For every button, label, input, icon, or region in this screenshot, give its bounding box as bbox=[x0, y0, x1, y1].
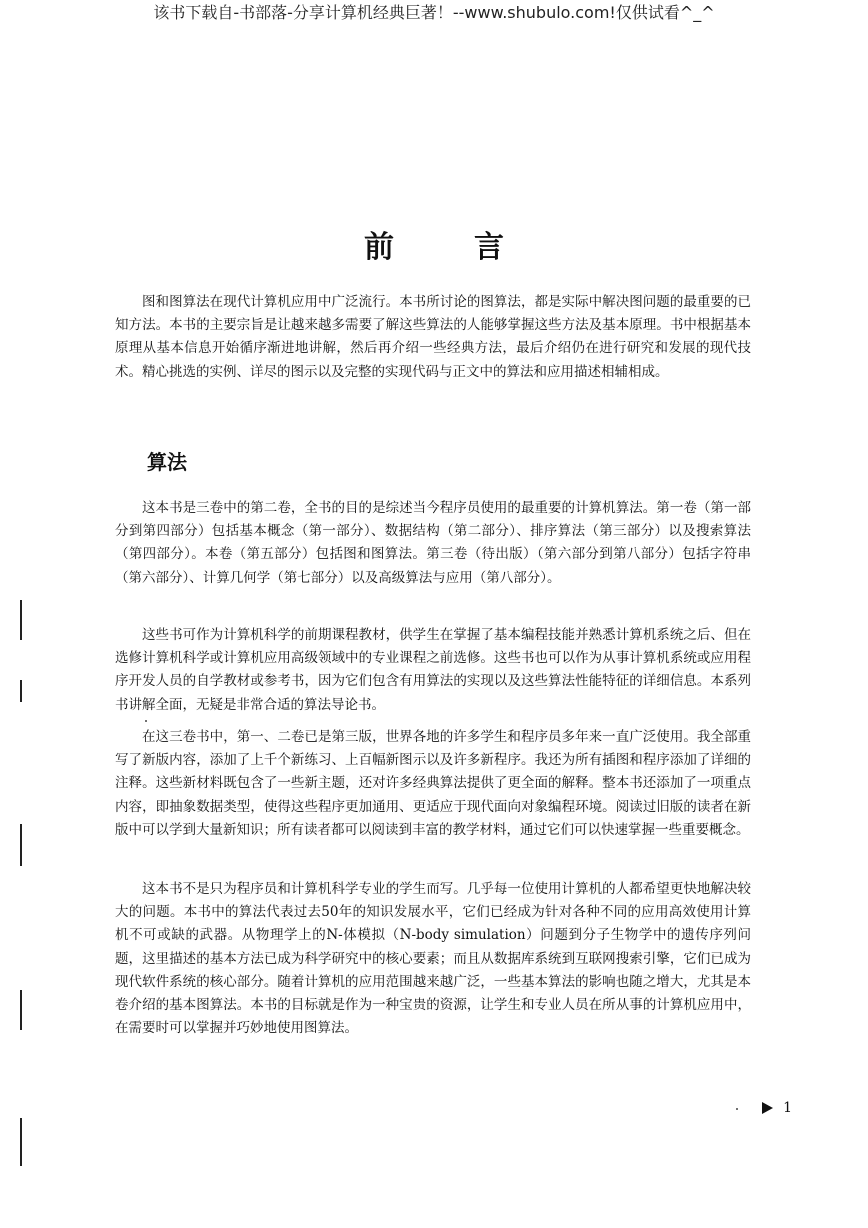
scan-margin-bar bbox=[20, 680, 22, 702]
scan-margin-bar bbox=[20, 990, 22, 1030]
body-paragraph-3: 在这三卷书中，第一、二卷已是第三版，世界各地的许多学生和程序员多年来一直广泛使用。我全部重写了新版内容，添加了上千个新练习、上百幅新图示以及许多新程序。我还为所有插图和程序添加了详细的注释。这些新材料既包含了一些新主题，还对许多经典算法提供了更全面的解释。整本书还添加了一项重点内容，即抽象数据类型，使得这些程序更加通用、更适应于现代面向对象编程环境。阅读过旧版的读者在新版中可以学到大量新知识；所有读者都可以阅读到丰富的教学材料，通过它们可以快速掌握一些重要概念。 bbox=[115, 729, 751, 838]
scan-margin-bar bbox=[20, 600, 22, 640]
section-heading: 算法 bbox=[147, 450, 187, 474]
page-title: 前言 bbox=[364, 230, 584, 265]
body-paragraph-1: 这本书是三卷中的第二卷，全书的目的是综述当今程序员使用的最重要的计算机算法。第一卷（第一部分到第四部分）包括基本概念（第一部分）、数据结构（第二部分）、排序算法（第三部分）以及搜索算法（第四部分）。本卷（第五部分）包括图和图算法。第三卷（待出版）（第六部分到第八部分）包括字符串（第六部分）、计算几何学（第七部分）以及高级算法与应用（第八部分）。 bbox=[115, 500, 751, 586]
body-paragraph-2: 这些书可作为计算机科学的前期课程教材，供学生在掌握了基本编程技能并熟悉计算机系统之后、但在选修计算机科学或计算机应用高级领域中的专业课程之前选修。这些书也可以作为从事计算机系统或应用程序开发人员的自学教材或参考书，因为它们包含有用算法的实现以及这些算法性能特征的详细信息。本系列书讲解全面，无疑是非常合适的算法导论书。 bbox=[115, 627, 751, 713]
scan-margin-bar bbox=[20, 1118, 22, 1166]
body-paragraph-4: 这本书不是只为程序员和计算机科学专业的学生而写。几乎每一位使用计算机的人都希望更快地解决较大的问题。本书中的算法代表过去50年的知识发展水平，它们已经成为针对各种不同的应用高效使用计算机不可或缺的武器。从物理学上的N-体模拟（N-body simulation）问题到分子生物学中的遗传序列问题，这里描述的基本方法已成为科学研究中的核心要素；而且从数据库系统到互联网搜索引擎，它们已成为现代软件系统的核心部分。随着计算机的应用范围越来越广泛，一些基本算法的影响也随之增大，尤其是本卷介绍的基本图算法。本书的目标就是作为一种宝贵的资源，让学生和专业人员在所从事的计算机应用中，在需要时可以掌握并巧妙地使用图算法。 bbox=[115, 881, 751, 1037]
scan-margin-bar bbox=[20, 824, 22, 866]
watermark-header: 该书下载自-书部落-分享计算机经典巨著！--www.shubulo.com!仅供试看^_^ bbox=[153, 3, 715, 22]
scan-speck bbox=[145, 720, 147, 722]
page-footer bbox=[762, 1098, 792, 1118]
page-number: 1 bbox=[783, 1100, 792, 1116]
play-triangle-icon bbox=[762, 1102, 773, 1114]
intro-paragraph: 图和图算法在现代计算机应用中广泛流行。本书所讨论的图算法，都是实际中解决图问题的最重要的已知方法。本书的主要宗旨是让越来越多需要了解这些算法的人能够掌握这些方法及基本原理。书中根据基本原理从基本信息开始循序渐进地讲解，然后再介绍一些经典方法，最后介绍仍在进行研究和发展的现代技术。精心挑选的实例、详尽的图示以及完整的实现代码与正文中的算法和应用描述相辅相成。 bbox=[115, 294, 751, 380]
scan-speck bbox=[736, 1108, 738, 1110]
